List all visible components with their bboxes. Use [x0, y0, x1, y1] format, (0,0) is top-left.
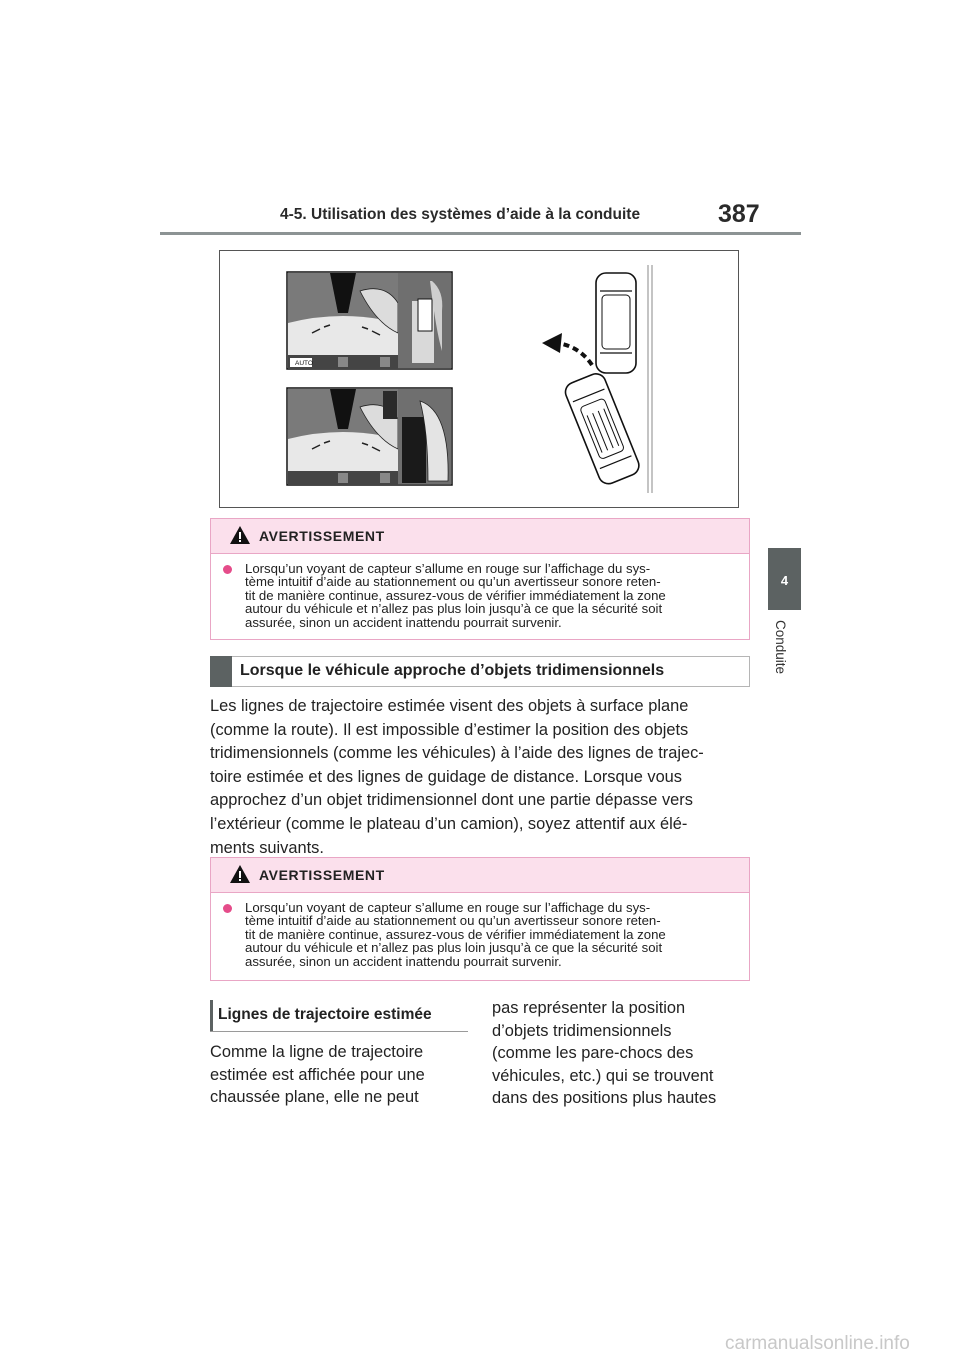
warning-body: [211, 893, 749, 978]
warning-header: [211, 858, 749, 893]
left-column-text: [210, 1041, 470, 1109]
paragraph-line: approchez d’un objet tridimensionnel dont une partie dépasse vers: [210, 791, 693, 810]
text-line: (comme les pare-chocs des: [492, 1044, 694, 1063]
bullet-icon: [223, 565, 232, 574]
warning-line: Lorsqu’un voyant de capteur s’allume en rouge sur l’affichage du sys-: [245, 561, 651, 576]
warning-header: [211, 519, 749, 554]
page-number: 387: [718, 200, 760, 228]
paragraph-line: tridimensionnels (comme les véhicules) à l’aide des lignes de trajec-: [210, 744, 704, 763]
text-line: d’objets tridimensionnels: [492, 1021, 672, 1040]
paragraph-line: (comme la route). Il est impossible d’estimer la position des objets: [210, 720, 689, 739]
warning-line: autour du véhicule et n’allez pas plus loin jusqu’à ce que la sécurité soit: [245, 601, 663, 617]
chapter-number: 4: [780, 573, 789, 588]
subsection-heading: Lignes de trajectoire estimée: [218, 1006, 432, 1023]
warning-line: autour du véhicule et n’allez pas plus loin jusqu’à ce que la sécurité soit: [245, 940, 663, 956]
warning-box-1: [210, 518, 750, 640]
warning-triangle-icon: [229, 525, 251, 545]
watermark: carmanualsonline.info: [725, 1333, 910, 1354]
parking-figure: [219, 250, 739, 508]
warning-title: AVERTISSEMENT: [259, 867, 385, 883]
text-line: pas représenter la position: [492, 999, 686, 1017]
warning-triangle-icon: [229, 864, 251, 884]
header-rule: [160, 232, 801, 235]
body-paragraph: [210, 695, 755, 860]
warning-line: assurée, sinon un accident inattendu pourrait survenir.: [245, 953, 562, 969]
text-line: estimée est affichée pour une: [210, 1065, 425, 1084]
direction-arrow: [542, 333, 592, 365]
section-heading-marker: [210, 656, 232, 687]
subsection-rule: [210, 1031, 468, 1032]
paragraph-line: toire estimée et des lignes de guidage de distance. Lorsque vous: [210, 767, 682, 786]
text-line: chaussée plane, elle ne peut: [210, 1088, 419, 1107]
camera-screen-bottom: [287, 388, 452, 485]
section-title: 4-5. Utilisation des systèmes d’aide à la conduite: [280, 206, 641, 223]
text-line: Comme la ligne de trajectoire: [210, 1043, 424, 1061]
camera-screen-top: [287, 272, 452, 369]
warning-line: assurée, sinon un accident inattendu pourrait survenir.: [245, 614, 562, 630]
chapter-label: Conduite: [773, 620, 788, 675]
moving-vehicle: [562, 371, 641, 487]
screen-auto-label: AUTO: [295, 360, 313, 367]
text-line: véhicules, etc.) qui se trouvent: [492, 1066, 714, 1085]
paragraph-line: ments suivants.: [210, 838, 324, 857]
paragraph-line: Les lignes de trajectoire estimée visent des objets à surface plane: [210, 697, 689, 715]
parking-illustration: [220, 251, 740, 509]
right-column-text: [492, 997, 752, 1110]
warning-line: tème intuitif d’aide au stationnement ou qu’un avertisseur sonore reten-: [245, 913, 661, 929]
warning-title: AVERTISSEMENT: [259, 528, 385, 544]
bullet-icon: [223, 904, 232, 913]
warning-line: tème intuitif d’aide au stationnement ou qu’un avertisseur sonore reten-: [245, 574, 661, 590]
parked-vehicle: [596, 273, 636, 373]
text-line: dans des positions plus hautes: [492, 1089, 717, 1108]
subsection-marker: [210, 1000, 213, 1032]
warning-body: [211, 554, 749, 639]
warning-line: tit de manière continue, assurez-vous de vérifier immédiatement la zone: [245, 587, 666, 603]
warning-box-2: [210, 857, 750, 981]
warning-line: Lorsqu’un voyant de capteur s’allume en rouge sur l’affichage du sys-: [245, 900, 651, 915]
warning-line: tit de manière continue, assurez-vous de vérifier immédiatement la zone: [245, 926, 666, 942]
paragraph-line: l’extérieur (comme le plateau d’un camion), soyez attentif aux élé-: [210, 814, 688, 833]
section-heading: Lorsque le véhicule approche d’objets tridimensionnels: [240, 662, 665, 679]
